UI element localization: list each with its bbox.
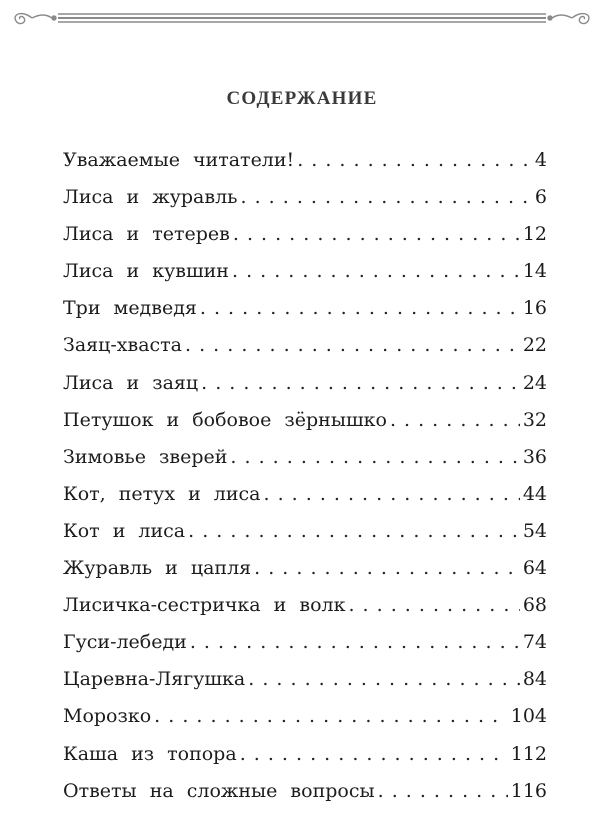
toc-entry-page-number: 112	[510, 742, 547, 765]
toc-entry-page-number: 24	[522, 371, 547, 394]
toc-entry-page-number: 84	[522, 668, 547, 691]
toc-entry[interactable]	[63, 480, 547, 517]
toc-entry-page-number: 16	[522, 297, 547, 320]
dot-leader	[378, 777, 508, 805]
toc-entry[interactable]	[63, 183, 547, 220]
toc-entry-page-number: 22	[522, 334, 547, 357]
toc-entry[interactable]	[63, 591, 547, 628]
dot-leader	[348, 591, 519, 619]
toc-entry[interactable]	[63, 257, 547, 294]
dot-leader	[201, 369, 520, 397]
toc-entry-page-number: 44	[522, 482, 547, 505]
dot-leader	[254, 554, 520, 582]
dot-leader	[185, 331, 520, 359]
dot-leader	[248, 665, 520, 693]
toc-entry-title: Три медведя	[63, 297, 197, 320]
toc-entry-page-number: 14	[522, 260, 547, 283]
toc-entry-title: Кот и лиса	[63, 519, 186, 542]
dot-leader	[240, 740, 508, 768]
dot-leader	[188, 517, 520, 545]
page-title: СОДЕРЖАНИЕ	[226, 88, 378, 109]
toc-entry-page-number: 64	[522, 557, 547, 580]
toc-entry[interactable]	[63, 740, 547, 777]
toc-entry-title: Каша из топора	[63, 742, 237, 765]
dot-leader	[241, 183, 532, 211]
toc-entry[interactable]	[63, 294, 547, 331]
toc-entry-page-number: 116	[510, 779, 547, 802]
dot-leader	[190, 628, 520, 656]
dot-leader	[264, 480, 520, 508]
toc-entry-page-number: 12	[522, 223, 547, 246]
toc-entry-title: Лиса и тетерев	[63, 223, 230, 246]
toc-entry-page-number: 104	[510, 705, 547, 728]
toc-entry[interactable]	[63, 517, 547, 554]
toc-entry[interactable]	[63, 554, 547, 591]
toc-entry-page-number: 74	[522, 631, 547, 654]
toc-entry[interactable]	[63, 777, 547, 814]
toc-entry-title: Журавль и цапля	[63, 557, 252, 580]
toc-entry[interactable]	[63, 702, 547, 739]
dot-leader	[390, 406, 520, 434]
toc-entry-page-number: 4	[534, 149, 547, 171]
toc-entry[interactable]	[63, 628, 547, 665]
toc-entry-title: Морозко	[63, 705, 152, 728]
toc-entry-title: Ответы на сложные вопросы	[63, 779, 375, 802]
dot-leader	[200, 294, 520, 322]
toc-entry[interactable]	[63, 665, 547, 702]
toc-entry[interactable]	[63, 220, 547, 257]
toc-entry[interactable]	[63, 369, 547, 406]
toc-entry[interactable]	[63, 146, 547, 183]
toc-entry-page-number: 36	[522, 445, 547, 468]
toc-entry-page-number: 54	[522, 519, 547, 542]
toc-entry-title: Лиса и заяц	[63, 371, 199, 394]
toc-entry[interactable]	[63, 406, 547, 443]
toc-entry-title: Уважаемые читатели!	[63, 149, 295, 171]
dot-leader	[230, 443, 519, 471]
header-ornament-icon	[0, 0, 604, 36]
toc-entry-title: Лиса и журавль	[63, 186, 238, 209]
toc-entry[interactable]	[63, 331, 547, 368]
dot-leader	[233, 220, 520, 248]
table-of-contents	[63, 146, 547, 814]
toc-entry-title: Лиса и кувшин	[63, 260, 229, 283]
dot-leader	[232, 257, 520, 285]
toc-entry-title: Зимовье зверей	[63, 445, 228, 468]
toc-entry-page-number: 32	[522, 408, 547, 431]
toc-entry-page-number: 68	[522, 594, 547, 617]
toc-entry[interactable]	[63, 443, 547, 480]
toc-entry-title: Лисичка-сестричка и волк	[63, 594, 346, 617]
toc-entry-title: Царевна-Лягушка	[63, 668, 246, 691]
toc-entry-title: Петушок и бобовое зёрнышко	[63, 408, 387, 431]
toc-entry-title: Кот, петух и лиса	[63, 482, 261, 505]
toc-entry-title: Гуси-лебеди	[63, 631, 187, 654]
dot-leader	[154, 702, 508, 730]
toc-entry-title: Заяц-хваста	[63, 334, 183, 357]
dot-leader	[297, 146, 532, 174]
toc-entry-page-number: 6	[534, 186, 547, 209]
